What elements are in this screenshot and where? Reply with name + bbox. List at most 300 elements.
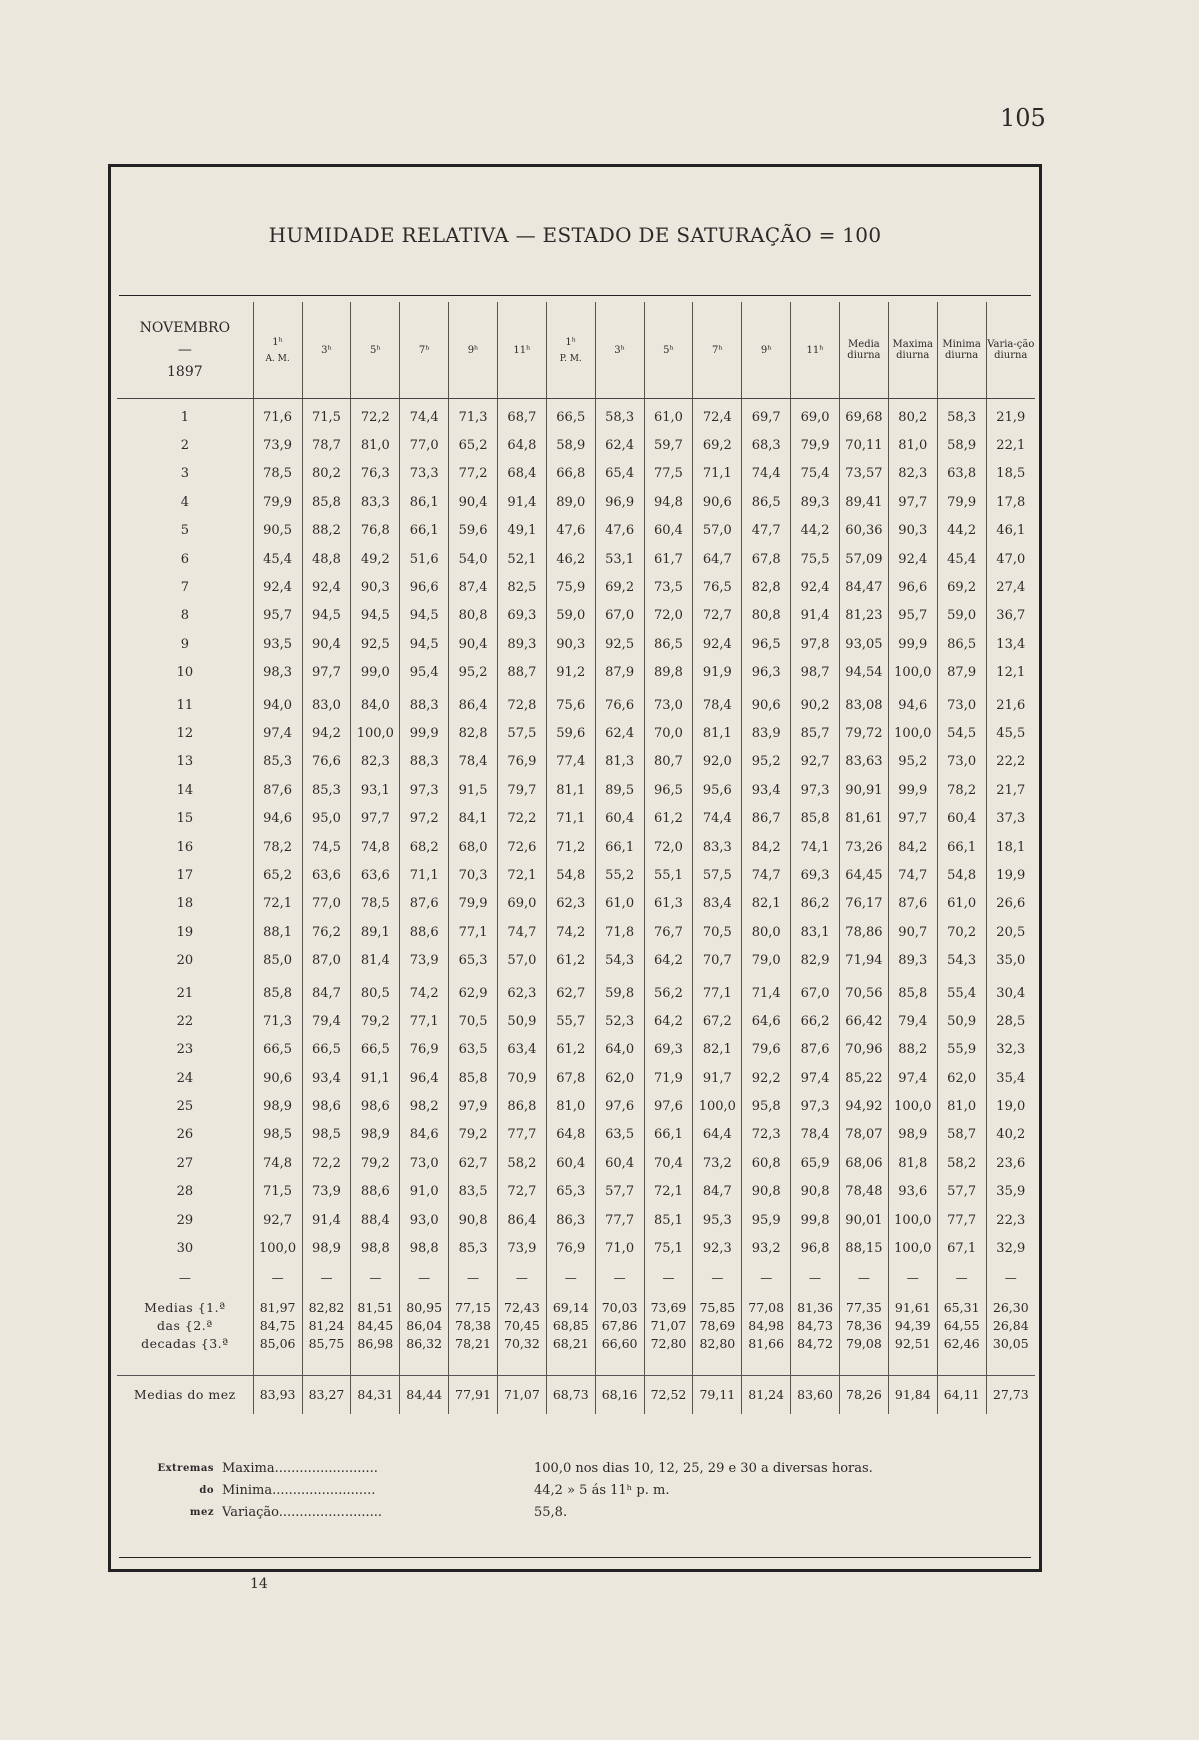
table-row: [117, 691, 1035, 719]
year: 1897: [167, 364, 203, 380]
extreme-value: 100,0 nos dias 10, 12, 25, 29 e 30 a diversas horas.: [534, 1461, 873, 1476]
decade-value: 72,80: [644, 1335, 693, 1353]
value-cell: 82,9: [791, 946, 840, 974]
column-header: [546, 302, 595, 399]
value-cell: 83,1: [791, 918, 840, 946]
value-cell: 22,2: [986, 748, 1035, 776]
value-cell: 54,0: [449, 545, 498, 573]
dash-cell: —: [644, 1263, 693, 1293]
spacer-cell: [400, 1353, 449, 1376]
value-cell: 83,0: [302, 691, 351, 719]
value-cell: 82,3: [888, 460, 937, 488]
value-cell: 70,56: [839, 979, 888, 1007]
value-cell: 72,1: [497, 861, 546, 889]
table-row: [117, 1206, 1035, 1234]
value-cell: 37,3: [986, 804, 1035, 832]
column-label: Media diurna: [847, 339, 881, 361]
value-cell: 85,3: [449, 1234, 498, 1262]
month-mean-value: 81,24: [742, 1375, 791, 1414]
spacer-cell: [888, 1353, 937, 1376]
value-cell: 75,9: [546, 573, 595, 601]
value-cell: 64,45: [839, 861, 888, 889]
value-cell: 45,4: [937, 545, 986, 573]
month-mean-value: 83,93: [253, 1375, 302, 1414]
value-cell: 21,6: [986, 691, 1035, 719]
value-cell: 81,3: [595, 748, 644, 776]
value-cell: 96,6: [888, 573, 937, 601]
decade-value: 69,14: [546, 1293, 595, 1317]
table-frame: [108, 164, 1042, 1572]
value-cell: 66,5: [351, 1036, 400, 1064]
decade-value: 75,85: [693, 1293, 742, 1317]
decade-value: 65,31: [937, 1293, 986, 1317]
table-row: [117, 431, 1035, 459]
value-cell: 79,0: [742, 946, 791, 974]
decade-value: 85,75: [302, 1335, 351, 1353]
value-cell: 85,3: [302, 776, 351, 804]
table-row: [117, 804, 1035, 832]
spacer-cell: [302, 1353, 351, 1376]
value-cell: 47,0: [986, 545, 1035, 573]
month-mean-value: 78,26: [839, 1375, 888, 1414]
value-cell: 62,0: [937, 1064, 986, 1092]
value-cell: 54,8: [937, 861, 986, 889]
decade-row: [117, 1317, 1035, 1335]
value-cell: 63,5: [595, 1121, 644, 1149]
value-cell: 52,3: [595, 1007, 644, 1035]
value-cell: 97,4: [888, 1064, 937, 1092]
day-cell: 3: [180, 466, 189, 482]
value-cell: 79,9: [449, 890, 498, 918]
value-cell: 95,6: [693, 776, 742, 804]
value-cell: 81,4: [351, 946, 400, 974]
value-cell: 97,7: [351, 804, 400, 832]
value-cell: 56,2: [644, 979, 693, 1007]
value-cell: 90,8: [742, 1178, 791, 1206]
value-cell: 80,5: [351, 979, 400, 1007]
decade-value: 80,95: [400, 1293, 449, 1317]
value-cell: 97,2: [400, 804, 449, 832]
value-cell: 64,2: [644, 1007, 693, 1035]
dash-cell: —: [986, 1263, 1035, 1293]
value-cell: 91,9: [693, 659, 742, 687]
value-cell: 98,9: [351, 1121, 400, 1149]
value-cell: 78,86: [839, 918, 888, 946]
column-header: [595, 302, 644, 399]
value-cell: 96,4: [400, 1064, 449, 1092]
day-cell: 24: [176, 1070, 194, 1086]
spacer-cell: [742, 1353, 791, 1376]
column-label: 7ʰ: [711, 344, 723, 356]
value-cell: 77,1: [449, 918, 498, 946]
value-cell: 60,4: [644, 517, 693, 545]
value-cell: 76,7: [644, 918, 693, 946]
value-cell: 98,9: [302, 1234, 351, 1262]
column-header: [400, 302, 449, 399]
dash-cell: —: [742, 1263, 791, 1293]
value-cell: 95,2: [449, 659, 498, 687]
value-cell: 90,8: [791, 1178, 840, 1206]
value-cell: 74,5: [302, 833, 351, 861]
value-cell: 68,0: [449, 833, 498, 861]
value-cell: 96,3: [742, 659, 791, 687]
value-cell: 65,9: [791, 1149, 840, 1177]
value-cell: 67,1: [937, 1234, 986, 1262]
value-cell: 45,5: [986, 719, 1035, 747]
table-row: [117, 1178, 1035, 1206]
value-cell: 83,4: [693, 890, 742, 918]
day-cell: 7: [180, 580, 189, 596]
value-cell: 61,3: [644, 890, 693, 918]
spacer-cell: [117, 1353, 253, 1376]
month-extremes: [94, 1458, 914, 1524]
table-row: [117, 1007, 1035, 1035]
value-cell: 92,3: [693, 1234, 742, 1262]
value-cell: 73,26: [839, 833, 888, 861]
value-cell: 81,23: [839, 602, 888, 630]
value-cell: 97,7: [888, 488, 937, 516]
value-cell: 13,4: [986, 630, 1035, 658]
extreme-name: Variação.........................: [222, 1505, 383, 1520]
value-cell: 84,7: [302, 979, 351, 1007]
value-cell: 94,8: [644, 488, 693, 516]
value-cell: 54,3: [937, 946, 986, 974]
value-cell: 58,9: [546, 431, 595, 459]
value-cell: 65,3: [546, 1178, 595, 1206]
value-cell: 69,0: [791, 403, 840, 431]
value-cell: 92,0: [693, 748, 742, 776]
value-cell: 93,4: [742, 776, 791, 804]
value-cell: 87,4: [449, 573, 498, 601]
value-cell: 96,5: [742, 630, 791, 658]
value-cell: 84,2: [888, 833, 937, 861]
spacer-cell: [253, 1353, 302, 1376]
day-cell: 11: [176, 697, 194, 713]
value-cell: 78,4: [449, 748, 498, 776]
extreme-name: Maxima.........................: [222, 1461, 378, 1476]
value-cell: 85,8: [302, 488, 351, 516]
value-cell: 35,4: [986, 1064, 1035, 1092]
dash-cell: —: [497, 1263, 546, 1293]
table-row: [117, 545, 1035, 573]
value-cell: 58,3: [595, 403, 644, 431]
decade-mark: 3.ª: [209, 1336, 229, 1352]
value-cell: 97,3: [791, 1092, 840, 1120]
value-cell: 61,0: [644, 403, 693, 431]
value-cell: 95,4: [400, 659, 449, 687]
value-cell: 67,2: [693, 1007, 742, 1035]
value-cell: 69,2: [595, 573, 644, 601]
month-mean-value: 83,60: [791, 1375, 840, 1414]
value-cell: 46,1: [986, 517, 1035, 545]
bottom-rule: [119, 1557, 1031, 1558]
value-cell: 71,9: [644, 1064, 693, 1092]
value-cell: 88,15: [839, 1234, 888, 1262]
value-cell: 76,2: [302, 918, 351, 946]
value-cell: 67,8: [546, 1064, 595, 1092]
value-cell: 65,2: [253, 861, 302, 889]
value-cell: 18,1: [986, 833, 1035, 861]
value-cell: 19,0: [986, 1092, 1035, 1120]
month-mean-label: Medias do mez: [117, 1375, 253, 1414]
month-name: NOVEMBRO: [139, 320, 231, 336]
value-cell: 92,4: [302, 573, 351, 601]
value-cell: 60,4: [595, 1149, 644, 1177]
dash-cell: —: [791, 1263, 840, 1293]
value-cell: 77,4: [546, 748, 595, 776]
value-cell: 23,6: [986, 1149, 1035, 1177]
value-cell: 90,6: [742, 691, 791, 719]
value-cell: 65,4: [595, 460, 644, 488]
value-cell: 78,2: [253, 833, 302, 861]
value-cell: 92,4: [253, 573, 302, 601]
value-cell: 89,3: [888, 946, 937, 974]
value-cell: 69,3: [497, 602, 546, 630]
decade-value: 86,98: [351, 1335, 400, 1353]
decade-value: 67,86: [595, 1317, 644, 1335]
column-label: Minima diurna: [942, 339, 981, 361]
value-cell: 81,8: [888, 1149, 937, 1177]
decade-value: 70,45: [497, 1317, 546, 1335]
value-cell: 72,0: [644, 602, 693, 630]
value-cell: 77,5: [644, 460, 693, 488]
value-cell: 59,7: [644, 431, 693, 459]
value-cell: 66,5: [253, 1036, 302, 1064]
value-cell: 78,5: [351, 890, 400, 918]
value-cell: 92,5: [351, 630, 400, 658]
value-cell: 66,1: [400, 517, 449, 545]
value-cell: 87,9: [937, 659, 986, 687]
value-cell: 19,9: [986, 861, 1035, 889]
value-cell: 73,5: [644, 573, 693, 601]
value-cell: 30,4: [986, 979, 1035, 1007]
value-cell: 54,3: [595, 946, 644, 974]
column-label: 3ʰ: [614, 344, 625, 356]
table-row: [117, 861, 1035, 889]
value-cell: 82,1: [742, 890, 791, 918]
table-row: [117, 1149, 1035, 1177]
table-row: [117, 460, 1035, 488]
value-cell: 82,8: [742, 573, 791, 601]
value-cell: 79,9: [937, 488, 986, 516]
value-cell: 45,4: [253, 545, 302, 573]
value-cell: 85,3: [253, 748, 302, 776]
value-cell: 95,8: [742, 1092, 791, 1120]
value-cell: 90,3: [351, 573, 400, 601]
spacer-cell: [937, 1353, 986, 1376]
dash-cell: —: [546, 1263, 595, 1293]
value-cell: 91,0: [400, 1178, 449, 1206]
value-cell: 90,4: [449, 488, 498, 516]
value-cell: 67,0: [791, 979, 840, 1007]
decade-label-cell: Medias {1.ª: [144, 1300, 226, 1316]
value-cell: 22,1: [986, 431, 1035, 459]
value-cell: 98,3: [253, 659, 302, 687]
spacer-row: [117, 1353, 1035, 1376]
value-cell: 86,1: [400, 488, 449, 516]
column-label: 9ʰ: [760, 344, 772, 356]
value-cell: 90,01: [839, 1206, 888, 1234]
value-cell: 64,6: [742, 1007, 791, 1035]
column-header: [839, 302, 888, 399]
value-cell: 59,6: [449, 517, 498, 545]
dash-cell: —: [449, 1263, 498, 1293]
day-cell: 2: [180, 438, 189, 454]
value-cell: 75,1: [644, 1234, 693, 1262]
decade-value: 84,98: [742, 1317, 791, 1335]
value-cell: 93,4: [302, 1064, 351, 1092]
value-cell: 76,9: [546, 1234, 595, 1262]
value-cell: 22,3: [986, 1206, 1035, 1234]
column-label: 5ʰ: [369, 344, 381, 356]
value-cell: 71,94: [839, 946, 888, 974]
value-cell: 97,7: [888, 804, 937, 832]
value-cell: 92,7: [253, 1206, 302, 1234]
decade-value: 85,06: [253, 1335, 302, 1353]
value-cell: 63,8: [937, 460, 986, 488]
value-cell: 65,3: [449, 946, 498, 974]
table-body: [117, 399, 1035, 1414]
value-cell: 94,6: [888, 691, 937, 719]
value-cell: 36,7: [986, 602, 1035, 630]
decade-label: das: [156, 1318, 181, 1334]
value-cell: 93,6: [888, 1178, 937, 1206]
month-mean-value: 72,52: [644, 1375, 693, 1414]
value-cell: 71,3: [449, 403, 498, 431]
value-cell: 71,2: [546, 833, 595, 861]
value-cell: 96,5: [644, 776, 693, 804]
value-cell: 79,9: [791, 431, 840, 459]
value-cell: 96,8: [791, 1234, 840, 1262]
value-cell: 100,0: [351, 719, 400, 747]
value-cell: 78,2: [937, 776, 986, 804]
value-cell: 76,3: [351, 460, 400, 488]
decade-row: [117, 1335, 1035, 1353]
month-mean-value: 84,44: [400, 1375, 449, 1414]
value-cell: 71,8: [595, 918, 644, 946]
value-cell: 76,9: [497, 748, 546, 776]
day-cell: 20: [176, 953, 194, 969]
value-cell: 94,92: [839, 1092, 888, 1120]
value-cell: 68,3: [742, 431, 791, 459]
table-row: [117, 1064, 1035, 1092]
value-cell: 81,0: [888, 431, 937, 459]
value-cell: 77,7: [937, 1206, 986, 1234]
value-cell: 55,4: [937, 979, 986, 1007]
value-cell: 96,9: [595, 488, 644, 516]
value-cell: 48,8: [302, 545, 351, 573]
value-cell: 55,9: [937, 1036, 986, 1064]
decade-value: 86,04: [400, 1317, 449, 1335]
value-cell: 61,2: [644, 804, 693, 832]
value-cell: 85,0: [253, 946, 302, 974]
month-mean-value: 27,73: [986, 1375, 1035, 1414]
value-cell: 77,0: [302, 890, 351, 918]
value-cell: 72,2: [351, 403, 400, 431]
value-cell: 61,7: [644, 545, 693, 573]
dash-cell: —: [253, 1263, 302, 1293]
value-cell: 68,7: [497, 403, 546, 431]
value-cell: 87,6: [791, 1036, 840, 1064]
value-cell: 92,5: [595, 630, 644, 658]
extreme-row-min: [94, 1480, 914, 1502]
value-cell: 58,7: [937, 1121, 986, 1149]
extreme-value: 55,8.: [534, 1505, 568, 1520]
extreme-row-var: [94, 1502, 914, 1524]
day-cell: 22: [176, 1013, 194, 1029]
column-header: [791, 302, 840, 399]
column-label: 1ʰ: [272, 336, 283, 348]
dash-cell: —: [693, 1263, 742, 1293]
value-cell: 91,4: [302, 1206, 351, 1234]
decade-value: 78,38: [449, 1317, 498, 1335]
value-cell: 72,7: [693, 602, 742, 630]
spacer-cell: [546, 1353, 595, 1376]
value-cell: 64,7: [693, 545, 742, 573]
value-cell: 82,5: [497, 573, 546, 601]
value-cell: 99,8: [791, 1206, 840, 1234]
value-cell: 89,5: [595, 776, 644, 804]
value-cell: 20,5: [986, 918, 1035, 946]
value-cell: 66,1: [937, 833, 986, 861]
dash-cell: —: [302, 1263, 351, 1293]
dash-cell: —: [400, 1263, 449, 1293]
value-cell: 84,6: [400, 1121, 449, 1149]
value-cell: 72,4: [693, 403, 742, 431]
decade-value: 78,69: [693, 1317, 742, 1335]
table-row: [117, 403, 1035, 431]
value-cell: 59,6: [546, 719, 595, 747]
decade-mark: 1.ª: [206, 1300, 226, 1316]
value-cell: 88,6: [400, 918, 449, 946]
value-cell: 69,3: [791, 861, 840, 889]
day-cell: 12: [176, 725, 194, 741]
value-cell: 81,1: [693, 719, 742, 747]
value-cell: 68,2: [400, 833, 449, 861]
value-cell: 69,2: [937, 573, 986, 601]
value-cell: 79,2: [449, 1121, 498, 1149]
value-cell: 57,0: [497, 946, 546, 974]
value-cell: 78,7: [302, 431, 351, 459]
value-cell: 87,6: [253, 776, 302, 804]
value-cell: 72,7: [497, 1178, 546, 1206]
month-mean-value: 68,73: [546, 1375, 595, 1414]
value-cell: 66,1: [595, 833, 644, 861]
value-cell: 74,7: [888, 861, 937, 889]
table-row: [117, 488, 1035, 516]
value-cell: 60,4: [546, 1149, 595, 1177]
value-cell: 84,47: [839, 573, 888, 601]
value-cell: 44,2: [937, 517, 986, 545]
value-cell: 86,7: [742, 804, 791, 832]
value-cell: 100,0: [253, 1234, 302, 1262]
decade-mark: 2.ª: [193, 1318, 213, 1334]
value-cell: 66,8: [546, 460, 595, 488]
value-cell: 17,8: [986, 488, 1035, 516]
value-cell: 64,4: [693, 1121, 742, 1149]
value-cell: 98,7: [791, 659, 840, 687]
value-cell: 63,6: [351, 861, 400, 889]
value-cell: 62,3: [546, 890, 595, 918]
table-row: [117, 602, 1035, 630]
value-cell: 94,54: [839, 659, 888, 687]
decade-value: 84,45: [351, 1317, 400, 1335]
value-cell: 97,4: [791, 1064, 840, 1092]
value-cell: 80,8: [742, 602, 791, 630]
day-cell: 8: [180, 608, 189, 624]
value-cell: 75,4: [791, 460, 840, 488]
dash-cell: —: [937, 1263, 986, 1293]
